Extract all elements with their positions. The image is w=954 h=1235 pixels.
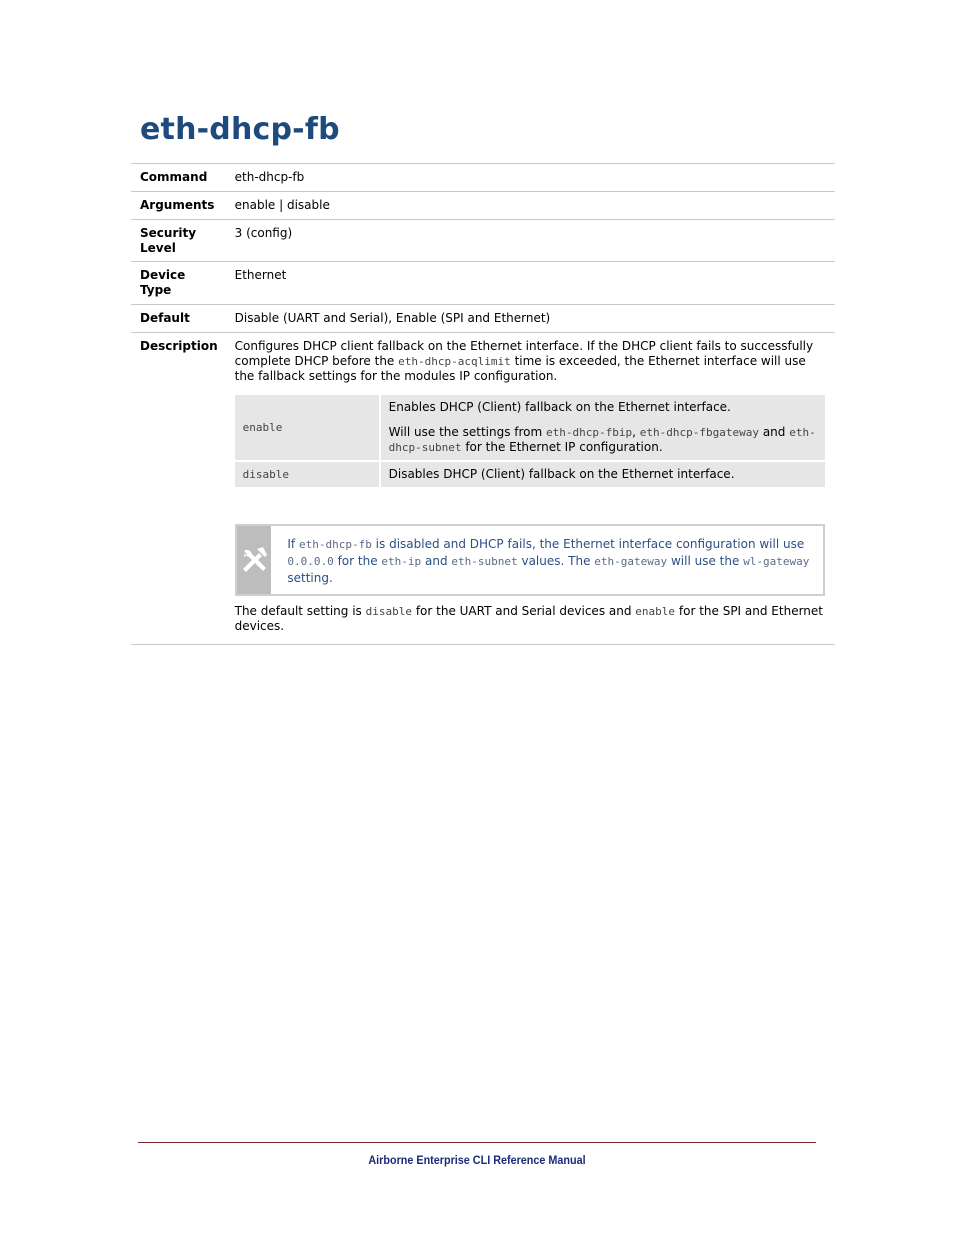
page-title: eth-dhcp-fb <box>140 112 340 147</box>
default-note-text-3: for the SPI and Ethernet devices. <box>234 604 823 633</box>
note-code-3: eth-ip <box>381 555 422 568</box>
note-code-1: eth-dhcp-fb <box>298 538 372 551</box>
tools-icon-graphic <box>237 543 271 577</box>
table-row <box>131 192 835 220</box>
table-row <box>235 462 825 487</box>
device-type-value: Ethernet <box>226 262 835 305</box>
option-enable-code-2: eth-dhcp-fbgateway <box>639 426 759 439</box>
option-enable-key: enable <box>235 395 379 460</box>
table-row <box>131 262 835 305</box>
note-text-7: setting. <box>287 571 333 585</box>
table-row <box>131 333 835 645</box>
note-text-4: and <box>425 554 448 568</box>
arguments-label: Arguments <box>131 192 226 220</box>
option-disable-description: Disables DHCP (Client) fallback on the Ethernet interface. <box>381 462 825 487</box>
description-label: Description <box>131 333 226 645</box>
description-intro-text-2: time is exceeded, the Ethernet interface will use the fallback settings for the modules IP configuration. <box>234 354 806 383</box>
footer-title: Airborne Enterprise CLI Reference Manual <box>368 1153 586 1167</box>
note-code-5: eth-gateway <box>594 555 668 568</box>
default-note-text-1: The default setting is <box>234 604 362 618</box>
note-text-3: for the <box>337 554 378 568</box>
option-enable-text: Will use the settings from <box>388 425 543 439</box>
option-disable-key: disable <box>235 462 379 487</box>
note-text-2: is disabled and DHCP fails, the Ethernet interface configuration will use <box>375 537 805 551</box>
command-properties-table <box>131 163 835 645</box>
tools-icon <box>237 526 272 594</box>
default-note-code-1: disable <box>365 605 412 618</box>
note-code-2: 0.0.0.0 <box>287 555 334 568</box>
device-type-label: Device Type <box>131 262 226 305</box>
default-note-text-2: for the UART and Serial devices and <box>415 604 632 618</box>
command-value: eth-dhcp-fb <box>226 164 835 192</box>
argument-options-table <box>233 393 827 489</box>
option-enable-line-2 <box>389 425 817 455</box>
note-text-1: If <box>287 537 296 551</box>
description-value <box>226 333 835 645</box>
table-row <box>235 395 825 460</box>
command-label: Command <box>131 164 226 192</box>
table-row <box>131 305 835 333</box>
option-enable-and: and <box>762 425 786 439</box>
option-enable-code-1: eth-dhcp-fbip <box>546 426 633 439</box>
description-intro <box>235 339 827 384</box>
option-enable-separator: , <box>632 425 636 439</box>
option-enable-code-3: eth-dhcp-subnet <box>388 426 816 454</box>
table-row <box>131 164 835 192</box>
table-row <box>131 220 835 262</box>
note-text-6: will use the <box>670 554 740 568</box>
default-setting-note <box>235 604 827 634</box>
default-value: Disable (UART and Serial), Enable (SPI and Ethernet) <box>226 305 835 333</box>
default-note-code-2: enable <box>635 605 676 618</box>
note-callout <box>235 524 825 596</box>
note-code-4: eth-subnet <box>451 555 518 568</box>
default-label: Default <box>131 305 226 333</box>
option-enable-text-2: for the Ethernet IP configuration. <box>465 440 663 454</box>
option-enable-line-1: Enables DHCP (Client) fallback on the Ethernet interface. <box>388 400 731 414</box>
note-text <box>271 526 822 594</box>
description-intro-text: Configures DHCP client fallback on the Ethernet interface. If the DHCP client fails to successfully complete DHCP before the <box>234 339 814 368</box>
note-code-6: wl-gateway <box>743 555 810 568</box>
arguments-value: enable | disable <box>226 192 835 220</box>
security-level-label: Security Level <box>131 220 226 262</box>
note-text-5: values. The <box>521 554 591 568</box>
description-intro-code: eth-dhcp-acqlimit <box>398 355 511 368</box>
footer-divider <box>138 1142 816 1143</box>
option-enable-description <box>381 395 825 460</box>
security-level-value: 3 (config) <box>226 220 835 262</box>
